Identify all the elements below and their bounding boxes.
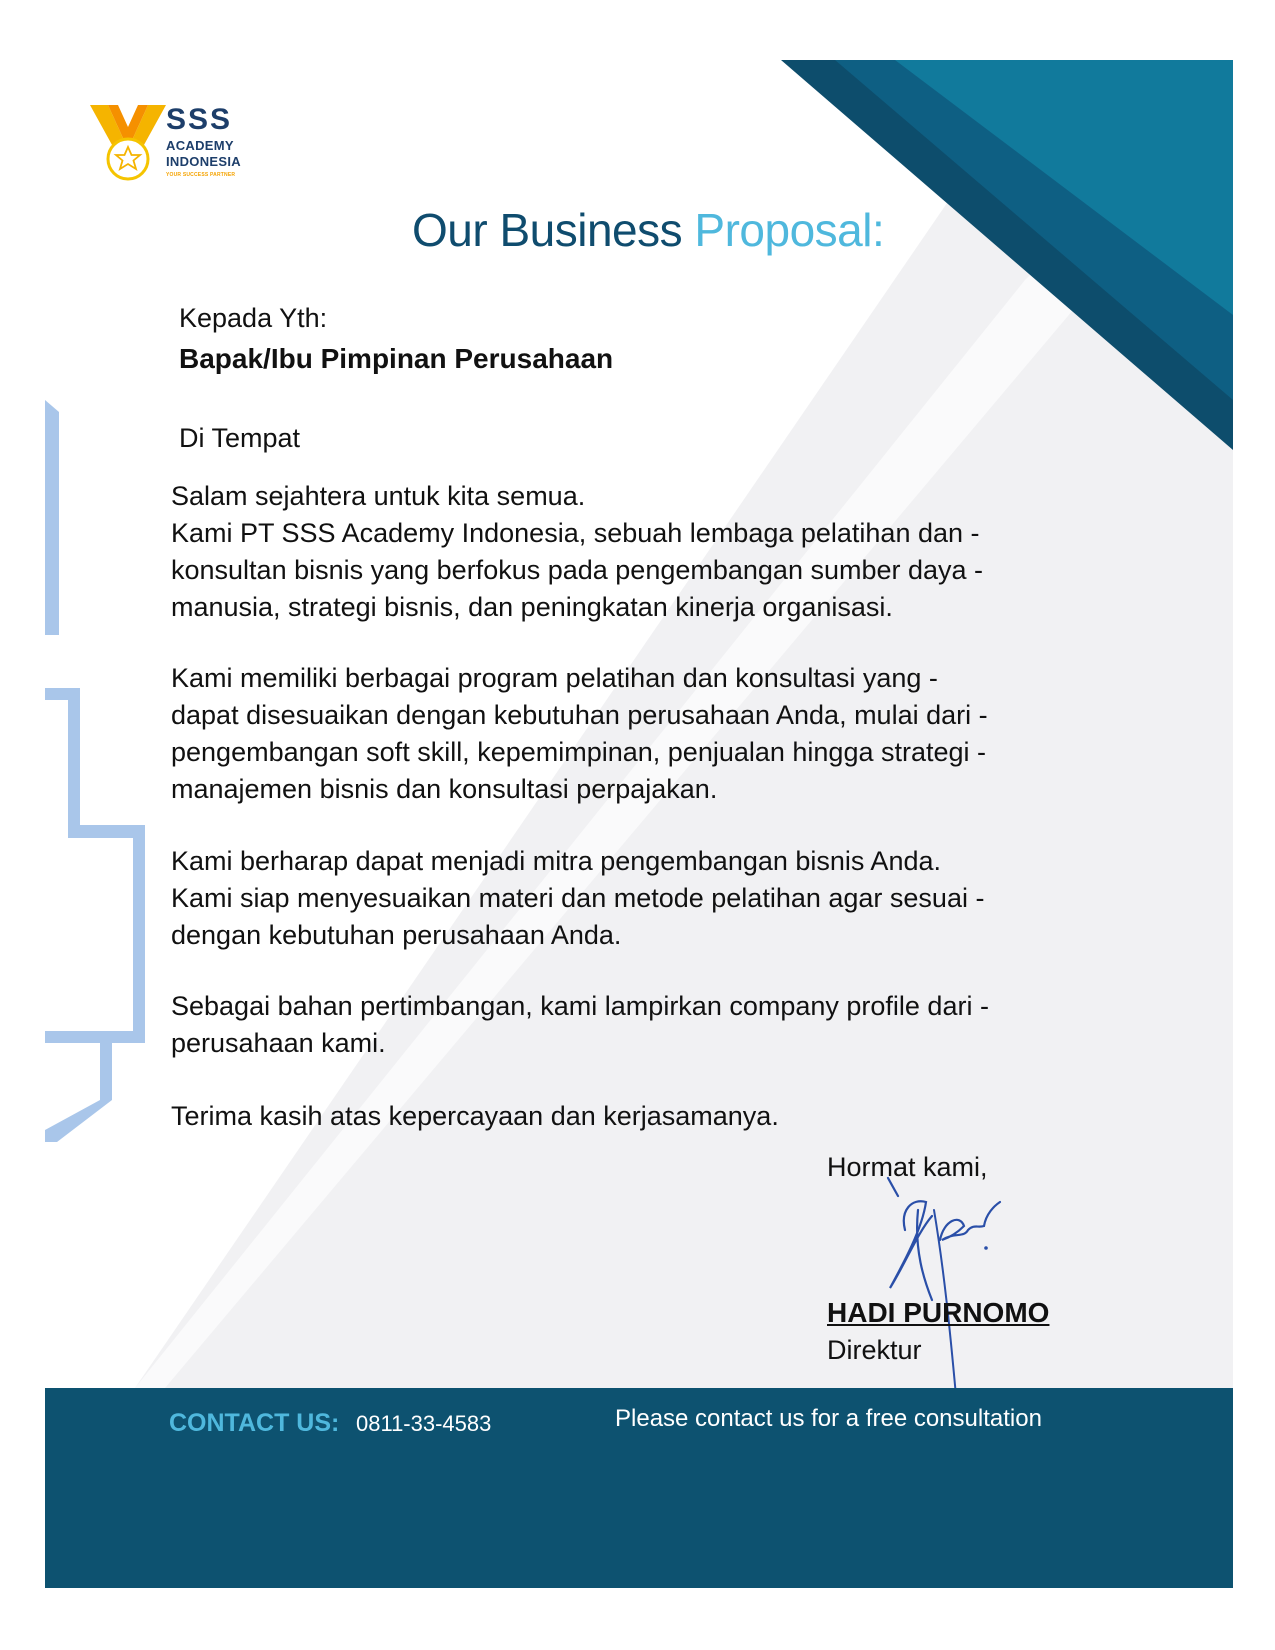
title-part-light: Proposal: [694,204,885,256]
closing: Hormat kami, [827,1152,988,1182]
paragraph-partnership [171,843,984,954]
left-frame-top [45,400,59,635]
paragraph-attachment [171,988,989,1062]
recipient: Bapak/Ibu Pimpinan Perusahaan [179,343,614,374]
text-line: pengembangan soft skill, kepemimpinan, penjualan hingga strategi - [171,737,987,767]
paragraph-thanks [171,1098,779,1135]
text-line: Kami siap menyesuaikan materi dan metode pelatihan agar sesuai - [171,883,985,913]
text-line: Salam sejahtera untuk kita semua. [171,481,586,511]
text-line: Sebagai bahan pertimbangan, kami lampirkan company profile dari - [171,991,989,1021]
company-logo [90,105,260,185]
text-line: Kami PT SSS Academy Indonesia, sebuah lembaga pelatihan dan - [171,518,980,548]
logo-text-academy: ACADEMY [166,138,234,153]
contact-phone: 0811-33-4583 [356,1411,492,1436]
text-line: konsultan bisnis yang berfokus pada pengembangan sumber daya - [171,555,984,585]
salutation: Kepada Yth: [179,303,328,333]
signer-name: HADI PURNOMO [827,1297,1050,1328]
text-line: manajemen bisnis dan konsultasi perpajakan. [171,774,718,804]
text-line: manusia, strategi bisnis, dan peningkatan kinerja organisasi. [171,592,893,622]
paragraph-greeting [171,478,983,626]
place: Di Tempat [179,423,301,453]
title-part-dark: Our Business [412,204,683,256]
text-line: Kami berharap dapat menjadi mitra pengembangan bisnis Anda. [171,846,941,876]
text-line: perusahaan kami. [171,1028,386,1058]
text-line: dapat disesuaikan dengan kebutuhan perusahaan Anda, mulai dari - [171,700,988,730]
footer-note: Please contact us for a free consultation [615,1405,1042,1432]
text-line: Terima kasih atas kepercayaan dan kerjasamanya. [171,1101,779,1131]
logo-text-indonesia: INDONESIA [166,154,241,169]
contact-label: CONTACT US: [169,1409,340,1437]
logo-tagline: YOUR SUCCESS PARTNER [166,172,236,178]
page-title [412,203,884,257]
text-line: Kami memiliki berbagai program pelatihan dan konsultasi yang - [171,663,938,693]
footer-bar [45,1388,1233,1588]
signer-role: Direktur [827,1335,922,1365]
gold-medal-star-icon [90,105,166,185]
paragraph-programs [171,660,988,808]
text-line: dengan kebutuhan perusahaan Anda. [171,920,622,950]
letter-page [45,60,1233,1588]
background-decoration [45,60,1233,1588]
logo-text-sss: SSS [166,103,233,136]
